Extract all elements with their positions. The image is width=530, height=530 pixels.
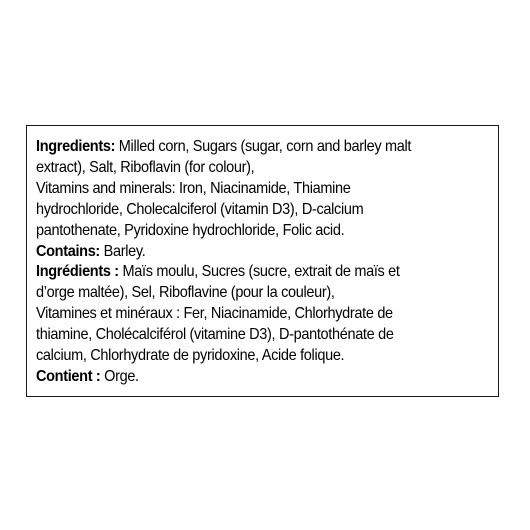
ingredients-en-text: Vitamins and minerals: Iron, Niacinamide, Thiamine xyxy=(36,179,351,197)
ingredients-en-line-4 xyxy=(36,200,458,221)
ingredients-fr-text: calcium, Chlorhydrate de pyridoxine, Acide folique. xyxy=(36,347,345,365)
ingredients-en-text: pantothenate, Pyridoxine hydrochloride, Folic acid. xyxy=(36,221,345,239)
ingredients-fr-heading: Ingrédients : xyxy=(36,263,119,281)
ingredients-fr-line-3 xyxy=(36,304,458,325)
contains-fr-line xyxy=(36,367,458,388)
contains-en-line xyxy=(36,242,458,263)
contains-fr-heading: Contient : xyxy=(36,367,101,385)
ingredients-en-line-3 xyxy=(36,179,458,200)
ingredients-en-heading: Ingredients: xyxy=(36,138,116,155)
ingredients-fr-text: Maïs moulu, Sucres (sucre, extrait de maïs et xyxy=(118,263,400,281)
ingredients-en-text: Milled corn, Sugars (sugar, corn and barley malt xyxy=(115,138,412,155)
ingredients-fr-text: d’orge maltée), Sel, Riboflavine (pour la couleur), xyxy=(36,284,335,302)
ingredients-fr-text: Vitamines et minéraux : Fer, Niacinamide, Chlorhydrate de xyxy=(36,305,393,323)
ingredients-fr-line-1 xyxy=(36,262,458,283)
ingredients-en-text: hydrochloride, Cholecalciferol (vitamin D3), D-calcium xyxy=(36,200,364,218)
contains-en-text: Barley. xyxy=(99,242,146,260)
ingredients-en-line-1 xyxy=(36,137,458,158)
ingredients-fr-line-2 xyxy=(36,283,458,304)
contains-en-heading: Contains: xyxy=(36,242,100,260)
ingredients-fr-line-4 xyxy=(36,325,458,346)
contains-fr-text: Orge. xyxy=(100,367,139,385)
ingredients-en-line-5 xyxy=(36,221,458,242)
ingredients-fr-line-5 xyxy=(36,346,458,367)
ingredients-fr-text: thiamine, Cholécalciférol (vitamine D3), D-pantothénate de xyxy=(36,326,394,344)
ingredients-en-line-2 xyxy=(36,158,458,179)
ingredients-label xyxy=(26,125,499,397)
ingredients-en-text: extract), Salt, Riboflavin (for colour), xyxy=(36,158,255,176)
